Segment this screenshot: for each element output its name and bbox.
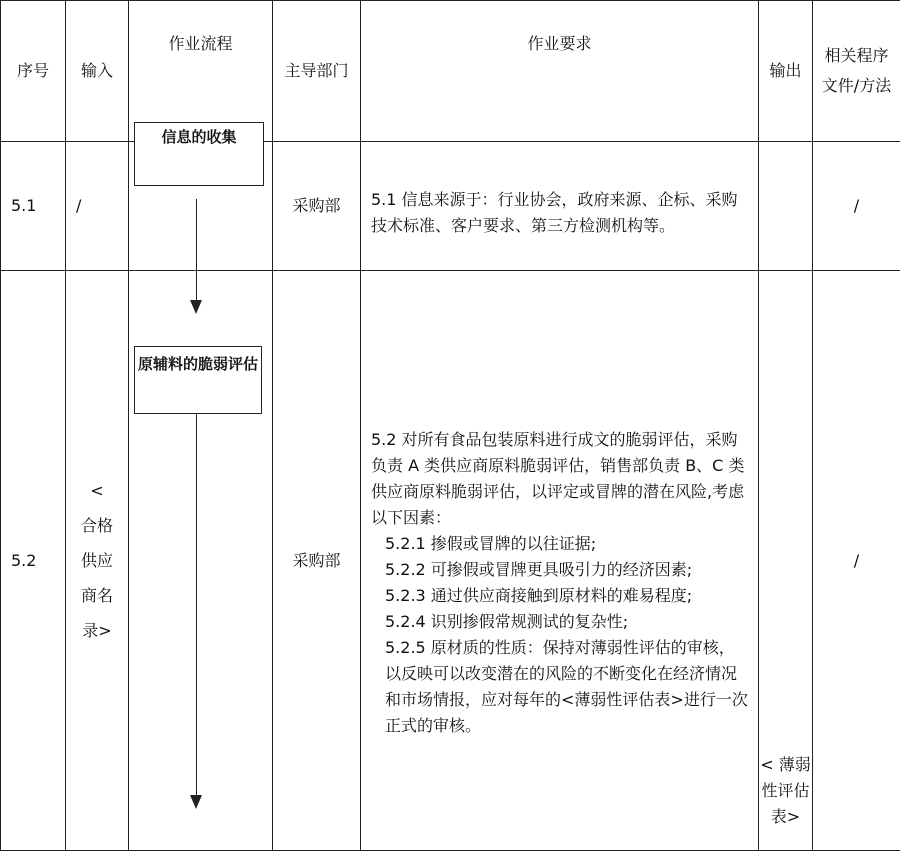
requirement-item: 5.2.4 识别掺假常规测试的复杂性;	[371, 609, 750, 635]
row-requirement	[361, 271, 759, 851]
header-flow: 作业流程	[129, 1, 273, 142]
row-dept: 采购部	[273, 142, 361, 271]
header-seq: 序号	[1, 1, 66, 142]
header-input: 输入	[66, 1, 129, 142]
flow-step-box: 原辅料的脆弱评估	[134, 346, 262, 414]
requirement-item: 5.2.2 可掺假或冒牌更具吸引力的经济因素;	[371, 557, 750, 583]
flow-connector	[196, 199, 197, 303]
row-output	[759, 142, 813, 271]
requirement-item: 5.2.5 原材质的性质：保持对薄弱性评估的审核，以反映可以改变潜在的风险的不断变化在经济情况和市场情报，应对每年的<薄弱性评估表>进行一次正式的审核。	[371, 635, 750, 739]
flow-connector	[196, 414, 197, 762]
flow-connector	[196, 762, 197, 796]
header-dept	[273, 1, 361, 142]
header-docs-text: 相关程序文件/方法	[822, 46, 891, 95]
row-seq: 5.1	[1, 142, 66, 271]
row-requirement	[361, 142, 759, 271]
row-dept: 采购部	[273, 271, 361, 851]
flow-arrow-icon	[190, 795, 202, 809]
requirement-item: 5.2.3 通过供应商接触到原材料的难易程度;	[371, 583, 750, 609]
requirement-text: 5.1 信息来源于：行业协会，政府来源、企标、采购技术标准、客户要求、第三方检测机构等。	[371, 187, 750, 239]
input-doc-name: < 合格供应商名录>	[66, 473, 128, 648]
flow-step-box: 信息的收集	[134, 122, 264, 186]
row-seq: 5.2	[1, 271, 66, 851]
row-output: < 薄弱性评估表>	[759, 271, 813, 851]
header-output: 输出	[759, 1, 813, 142]
row-docs: /	[813, 142, 900, 271]
requirement-item: 5.2.1 掺假或冒牌的以往证据;	[371, 531, 750, 557]
requirement-intro: 5.2 对所有食品包装原料进行成文的脆弱评估，采购负责 A 类供应商原料脆弱评估，销售部负责 B、C 类供应商原料脆弱评估，以评定或冒牌的潜在风险,考虑以下因素：	[371, 427, 750, 531]
flow-arrow-icon	[190, 300, 202, 314]
header-dept-text: 主导部门	[284, 61, 348, 80]
row-docs: /	[813, 271, 900, 851]
row-input	[66, 271, 129, 851]
header-row	[1, 1, 900, 142]
header-req: 作业要求	[361, 1, 759, 142]
header-docs	[813, 1, 900, 142]
row-input: /	[66, 142, 129, 271]
